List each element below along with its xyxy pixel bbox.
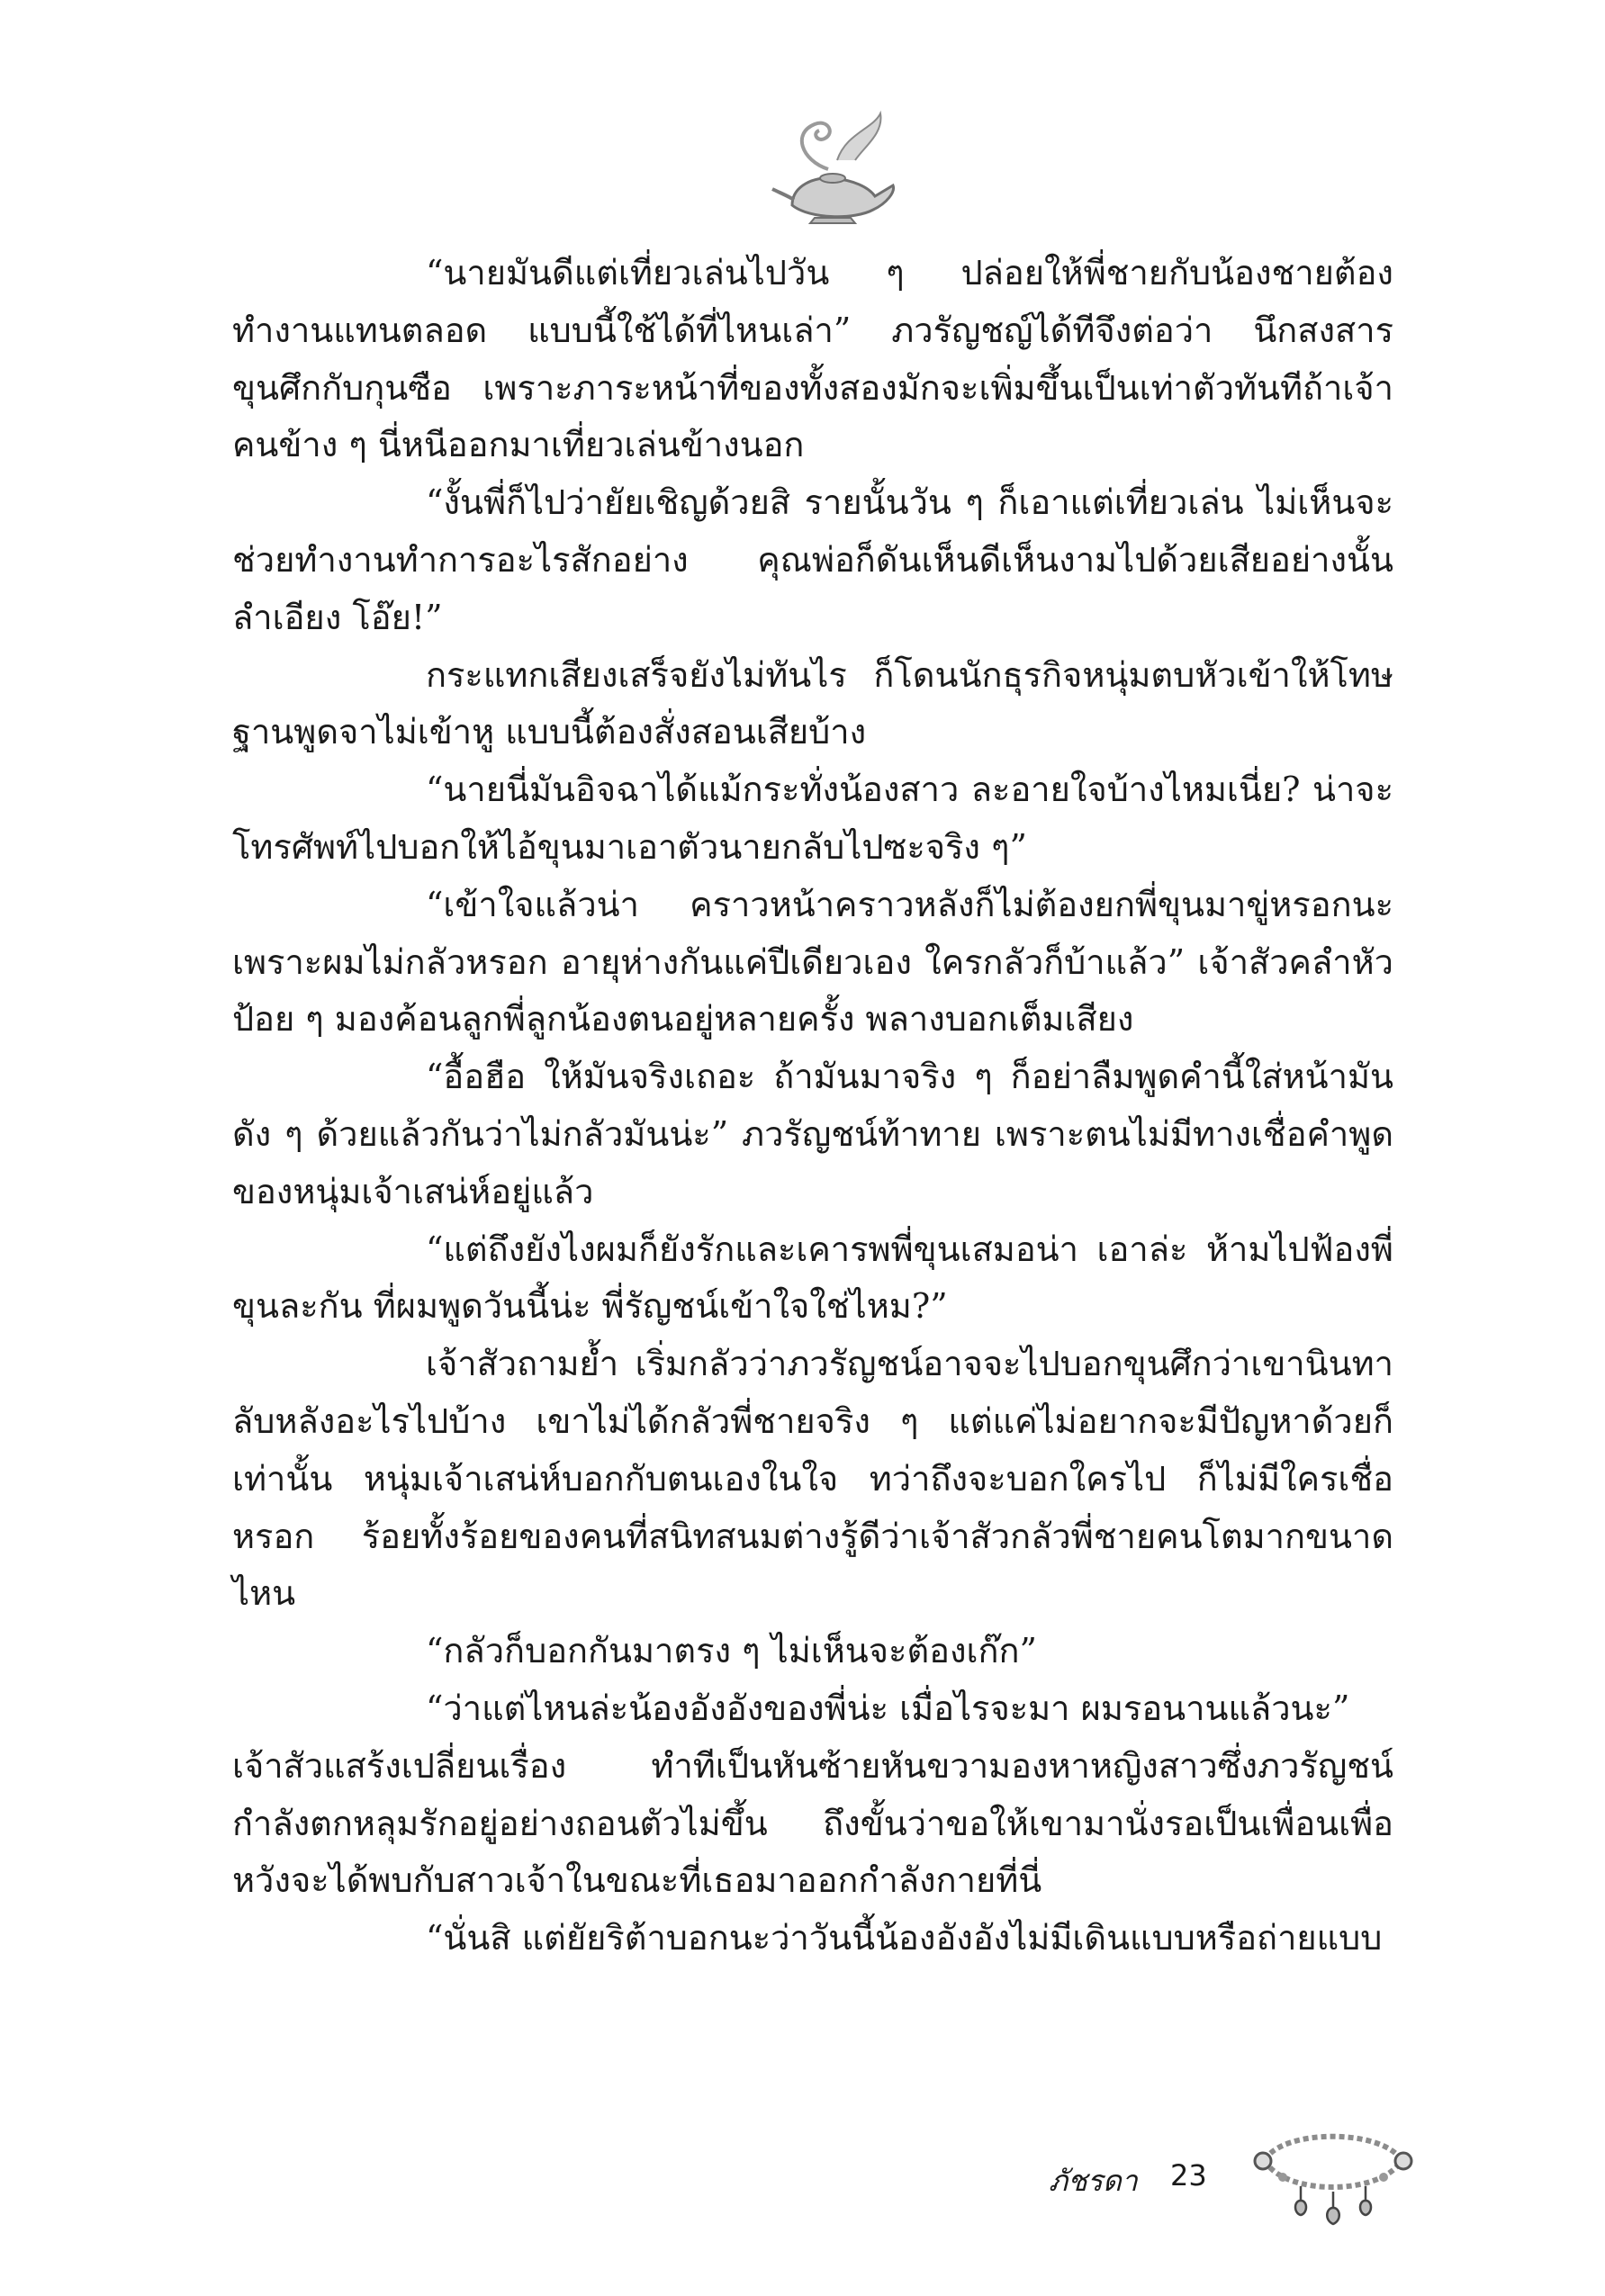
paragraph: เจ้าสัวแสร้งเปลี่ยนเรื่อง ทำทีเป็นหันซ้ายหันขวามองหาหญิงสาวซึ่งภวรัญชน์กำลังตกหลุมรักอยู่อย่างถอนตัวไม่ขึ้น ถึงขั้นว่าขอให้เขามานั่งรอเป็นเพื่อนเพื่อหวังจะได้พบกับสาวเจ้าในขณะที่เธอมาออกกำลังกายที่นี่ [232,1745,1393,1901]
paragraph: กระแทกเสียงเสร็จยังไม่ทันไร ก็โดนนักธุรกิจหนุ่มตบหัวเข้าให้โทษฐานพูดจาไม่เข้าหู แบบนี้ต้องสั่งสอนเสียบ้าง [232,654,1393,752]
paragraph: “นายนี่มันอิจฉาได้แม้กระทั่งน้องสาว ละอายใจบ้างไหมเนี่ย? น่าจะโทรศัพท์ไปบอกให้ไอ้ขุนมาเอาตัวนายกลับไปซะจริง ๆ” [232,770,1393,867]
page-number: 23 [1170,2158,1207,2192]
anklet-icon [1247,2111,1418,2228]
paragraph: เจ้าสัวถามย้ำ เริ่มกลัวว่าภวรัญชน์อาจจะไปบอกขุนศึกว่าเขานินทาลับหลังอะไรไปบ้าง เขาไม่ได้กลัวพี่ชายจริง ๆ แต่แค่ไม่อยากจะมีปัญหาด้วยก็เท่านั้น หนุ่มเจ้าเสน่ห์บอกกับตนเองในใจ ทว่าถึงจะบอกใครไป ก็ไม่มีใครเชื่อหรอก ร้อยทั้งร้อยของคนที่สนิทสนมต่างรู้ดีว่าเจ้าสัวกลัวพี่ชายคนโตมากขนาดไหน [232,1344,1393,1614]
paragraph: “ว่าแต่ไหนล่ะน้องอังอังของพี่น่ะ เมื่อไรจะมา ผมรอนานแล้วนะ” [426,1688,1350,1728]
paragraph: “อื้อฮือ ให้มันจริงเถอะ ถ้ามันมาจริง ๆ ก็อย่าลืมพูดคำนี้ใส่หน้ามันดัง ๆ ด้วยแล้วกันว่าไม่กลัวมันน่ะ” ภวรัญชน์ท้าทาย เพราะตนไม่มีทางเชื่อคำพูดของหนุ่มเจ้าเสน่ห์อยู่แล้ว [232,1057,1393,1211]
genie-lamp-icon [765,106,900,225]
story-text [232,245,1393,1967]
paragraph: “งั้นพี่ก็ไปว่ายัยเชิญด้วยสิ รายนั้นวัน ๆ ก็เอาแต่เที่ยวเล่น ไม่เห็นจะช่วยทำงานทำการอะไรสักอย่าง คุณพ่อก็ดันเห็นดีเห็นงามไปด้วยเสียอย่างนั้นลำเอียง โอ๊ย!” [232,482,1393,637]
paragraph: “นั่นสิ แต่ยัยริต้าบอกนะว่าวันนี้น้องอังอังไม่มีเดินแบบหรือถ่ายแบบ [426,1918,1383,1958]
book-title: ภัชรดา [1049,2164,1138,2198]
paragraph: “นายมันดีแต่เที่ยวเล่นไปวัน ๆ ปล่อยให้พี่ชายกับน้องชายต้องทำงานแทนตลอด แบบนี้ใช้ได้ที่ไหนเล่า” ภวรัญชญ์ได้ทีจึงต่อว่า นึกสงสารขุนศึกกับกุนซือ เพราะภาระหน้าที่ของทั้งสองมักจะเพิ่มขึ้นเป็นเท่าตัวทันทีถ้าเจ้าคนข้าง ๆ นี่หนีออกมาเที่ยวเล่นข้างนอก [232,253,1393,465]
paragraph: “กลัวก็บอกกันมาตรง ๆ ไม่เห็นจะต้องเก๊ก” [426,1631,1037,1671]
paragraph: “แต่ถึงยังไงผมก็ยังรักและเคารพพี่ขุนเสมอน่า เอาล่ะ ห้ามไปฟ้องพี่ขุนละกัน ที่ผมพูดวันนี้น่ะ พี่รัญชน์เข้าใจใช่ไหม?” [232,1229,1393,1327]
paragraph: “เข้าใจแล้วน่า คราวหน้าคราวหลังก็ไม่ต้องยกพี่ขุนมาขู่หรอกนะ เพราะผมไม่กลัวหรอก อายุห่างกันแค่ปีเดียวเอง ใครกลัวก็บ้าแล้ว” เจ้าสัวคลำหัวป้อย ๆ มองค้อนลูกพี่ลูกน้องตนอยู่หลายครั้ง พลางบอกเต็มเสียง [232,884,1393,1040]
